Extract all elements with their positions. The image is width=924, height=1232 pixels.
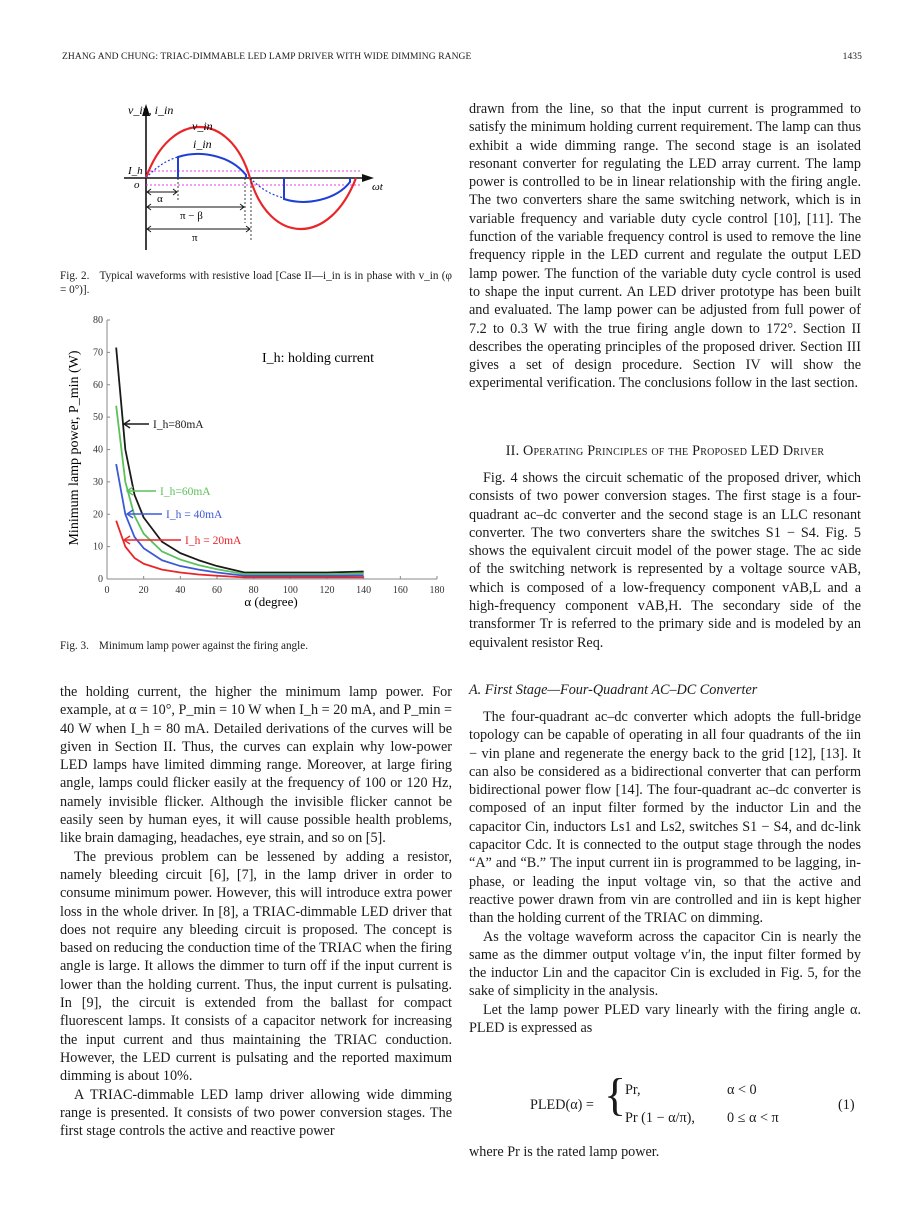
fig3-ylabel: Minimum lamp power, P_min (W) [67,350,82,546]
x-tick-label: 20 [138,585,149,596]
fig3-chart [60,310,450,610]
legend-label: I_h=80mA [153,419,204,431]
legend-label: I_h = 40mA [166,509,223,521]
legend-label: I_h=60mA [160,486,211,498]
fig2-alpha-label: α [157,193,163,205]
paragraph: the holding current, the higher the minimum lamp power. For example, at α = 10°, P_min = 10 W when I_h = 20 mA, and P_min = 40 W when I_h = 80 mA. Detailed derivations of the curves will be given in Section II. Thus, the curves can explain why low-power LED lamps have limited dimming range. Moreover, at large firing angle, lamps could flicker easily at the frequency of 100 or 120 Hz, namely invisible flicker. Although the invisible flicker cannot be easily seen by human eyes, it will cause possible health problems, like brain damaging, headaches, eye strain, and so on [5]. [60,684,452,847]
paragraph: where Pr is the rated lamp power. [469,1144,660,1160]
paragraph: The previous problem can be lessened by adding a resistor, namely bleeding circuit [6], [7], in the lamp driver in order to consume minimum power. However, this will introduce extra power loss in the whole driver. In [8], a TRIAC-dimmable LED driver that does not require any bleeding circuit is proposed. The concept is based on reducing the conduction time of the TRIAC when the firing angle is large. It allows the dimmer to turn off if the input current is lower than the holding current. Thus, the input current is pulsating. In [9], the circuit is extended from the ballast for compact fluorescent lamps. It consists of a capacitor network for increasing the input current and thus maintaining the TRIAC conduction. However, the LED current is pulsating and the reported maximum dimming is about 10%. [60,848,452,1085]
fig2-iin-label: i_in [193,137,212,151]
running-header [62,52,862,66]
x-tick-label: 120 [319,585,335,596]
right-column-body-end [469,1143,861,1161]
x-tick-label: 180 [429,585,445,596]
section-heading: II. Operating Principles of the Proposed LED Driver [505,443,825,459]
equation-brace: { [604,1069,627,1120]
fig3-caption-text: Minimum lamp power against the firing angle. [98,640,309,652]
paragraph: Fig. 4 shows the circuit schematic of the proposed driver, which consists of two power conversion stages. The first stage is a four-quadrant ac–dc converter and the second stage is an LLC resonant converter. The two converters share the switches S1 − S4. Fig. 5 shows the equivalent circuit model of the power stage. The ac side of the switching network is represented by a voltage source vAB, which is composed of a low-frequency component vAB,L and a high-frequency component vAB,H. The secondary side of the transformer Tr is referred to the primary side and is modeled by an equivalent resistor Req. [469,470,861,651]
right-column-body-lower [469,708,861,1037]
series-line [116,406,364,574]
paragraph: As the voltage waveform across the capacitor Cin is nearly the same as the dimmer output voltage v′in, the input filter formed by the inductor Lin and the capacitor Cin is excluded in Fig. 5, for the sake of simplicity in the analysis. [469,928,861,1000]
fig2-caption [60,270,452,298]
y-tick-label: 20 [93,509,103,521]
x-tick-label: 80 [248,585,259,596]
paragraph: drawn from the line, so that the input current is programmed to satisfy the minimum holding current requirement. The lamp can thus exhibit a wide dimming range. The second stage is an isolated resonant converter for regulating the LED array current. The lamp power is controlled to be in linear relationship with the firing angle. The two converters share the same switching network, which is in variable frequency and variable duty cycle control [10], [11]. The function of the variable frequency control is used to remove the line frequency ripple in the LED current and regulate the output LED lamp power. The function of the variable duty cycle control is used to shape the input current. An LED driver prototype has been built and evaluated. The lamp power can be adjusted from full power of 7.2 to 0.3 W with the true firing angle down to 172°. Section II describes the operating principles of the proposed driver. Section III gives a set of design procedure. Section IV will show the experimental verification. The conclusions follow in the last section. [469,101,861,392]
fig2-Ih-label: I_h [128,165,143,177]
fig2-waveform-diagram [110,98,400,258]
x-tick-label: 0 [104,585,110,596]
equation-lhs: PLED(α) = [530,1097,594,1113]
left-column-body [60,683,452,1140]
x-tick-label: 40 [175,585,186,596]
y-tick-label: 80 [93,315,103,326]
x-tick-label: 60 [212,585,222,596]
fig2-pi-minus-beta-label: π − β [180,210,203,222]
fig2-pi-label: π [192,232,198,244]
fig2-caption-label: Fig. 2. [60,270,90,282]
y-tick-label: 70 [93,347,103,359]
paragraph: A TRIAC-dimmable LED lamp driver allowing wide dimming range is presented. It consists of two power conversion stages. The first stage controls the active and reactive power [60,1086,452,1140]
fig3-caption-label: Fig. 3. [60,640,89,652]
equation-case2-cond: 0 ≤ α < π [727,1110,779,1126]
y-tick-label: 50 [93,412,103,424]
paragraph: Let the lamp power PLED vary linearly with the firing angle α. PLED is expressed as [469,1001,861,1037]
equation-case1-expr: Pr, [625,1082,641,1098]
equation-case2-expr: Pr (1 − α/π), [625,1110,695,1126]
fig3-xlabel: α (degree) [244,594,298,609]
x-tick-label: 140 [356,585,372,596]
y-tick-label: 10 [93,541,103,553]
fig2-origin-label: o [134,179,140,191]
fig3-annotation: I_h: holding current [262,351,374,366]
series-line [116,464,364,576]
y-tick-label: 0 [98,574,103,585]
y-tick-label: 30 [93,476,103,488]
fig2-vin-label: v_in [192,119,213,133]
legend-label: I_h = 20mA [185,535,242,547]
paragraph: The four-quadrant ac–dc converter which adopts the full-bridge topology can be capable of operating in all four quadrants of the iin − vin plane and regenerate the energy back to the grid [12], [13]. It can also be considered as a bidirectional converter that can perform bidirectional power flow [14]. The four-quadrant ac–dc converter is composed of an input filter formed by the inductor Lin and the capacitor Cin, inductors Ls1 and Ls2, switches S1 − S4, and dc-link capacitor Cdc. It is connected to the output stage through the nodes “A” and “B.” The input current iin is programmed to be lagging, in-phase, or leading the input voltage vin, so that the active and reactive power drawn from vin are controlled and iin is kept higher than the holding current of the TRIAC on dimming. [469,709,861,927]
x-tick-label: 100 [282,585,298,596]
right-column-body-mid [469,469,861,652]
y-tick-label: 40 [93,444,103,456]
fig2-caption-text: Typical waveforms with resistive load [Case II—i_in is in phase with v_in (φ = 0°)]. [60,270,452,296]
subsection-heading: A. First Stage—Four-Quadrant AC–DC Converter [469,682,758,698]
running-title: ZHANG AND CHUNG: TRIAC-DIMMABLE LED LAMP DRIVER WITH WIDE DIMMING RANGE [62,52,472,62]
equation-number: (1) [838,1097,855,1113]
equation-case1-cond: α < 0 [727,1082,757,1098]
right-column-body-top [469,100,861,393]
fig3-caption [60,640,452,654]
x-tick-label: 160 [392,585,408,596]
fig2-y-axis-label: v_in, i_in [128,103,174,117]
y-tick-label: 60 [93,379,103,391]
page-number: 1435 [842,52,862,62]
fig2-x-axis-label: ωt [372,181,383,193]
